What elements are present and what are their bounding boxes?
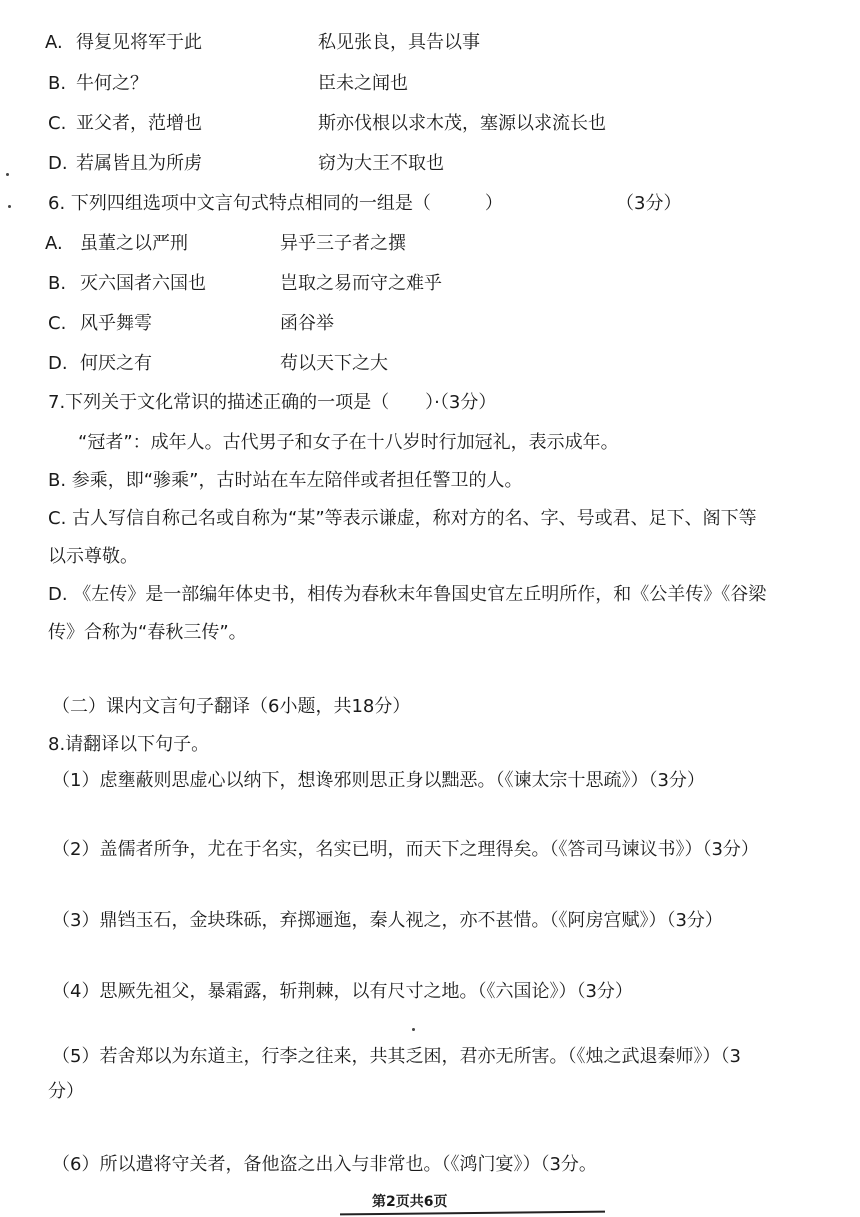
option-left: 灭六国者六国也 <box>80 273 206 294</box>
page-number: 第2页共6页 <box>372 1194 448 1210</box>
option-left: 何厌之有 <box>80 353 152 374</box>
option-label: A. <box>45 233 63 254</box>
option-right: 函谷举 <box>280 313 334 334</box>
q7-option-b: B. 参乘，即“骖乘”，古时站在车左陪伴或者担任警卫的人。 <box>48 470 523 491</box>
option-left: 风乎舞雩 <box>80 313 152 334</box>
option-left: 牛何之？ <box>76 73 148 94</box>
q7-option-c-line1: C. 古人写信自称己名或自称为“某”等表示谦虚，称对方的名、字、号或君、足下、阁下等 <box>48 508 757 529</box>
translation-item-6: （6）所以遣将守关者，备他盗之出入与非常也。（《鸿门宴》）（3分。 <box>52 1154 597 1175</box>
q7-option-c-line2: 以示尊敬。 <box>48 546 138 567</box>
scan-speck <box>412 1028 415 1031</box>
option-right: 岂取之易而守之难乎 <box>280 273 442 294</box>
translation-item-5-line1: （5）若舍郑以为东道主，行李之往来，共其乏困，君亦无所害。（《烛之武退秦师》）（3 <box>52 1046 741 1067</box>
option-right: 臣未之闻也 <box>318 73 408 94</box>
option-label: C. <box>48 313 67 334</box>
q7-option-a: “冠者”：成年人。古代男子和女子在十八岁时行加冠礼，表示成年。 <box>78 432 619 453</box>
translation-item-2: （2）盖儒者所争，尤在于名实，名实已明，而天下之理得矣。（《答司马谏议书》）（3分） <box>52 839 759 860</box>
translation-item-3: （3）鼎铛玉石，金块珠砾，弃掷逦迤，秦人视之，亦不甚惜。（《阿房宫赋》）（3分） <box>52 910 723 931</box>
option-left: 若属皆且为所虏 <box>76 153 202 174</box>
option-label: C. <box>48 113 67 134</box>
option-label: B. <box>48 273 67 294</box>
question-score: （3分） <box>616 193 682 214</box>
option-right: 窃为大王不取也 <box>318 153 444 174</box>
q7-option-d-line2: 传》合称为“春秋三传”。 <box>48 622 247 643</box>
q8-stem: 8.请翻译以下句子。 <box>48 734 210 755</box>
scan-speck <box>8 205 11 208</box>
option-left: 亚父者，范增也 <box>76 113 202 134</box>
translation-item-5-line2: 分） <box>48 1081 84 1102</box>
option-label: A. <box>45 32 63 53</box>
q7-stem: 7.下列关于文化常识的描述正确的一项是（ ）·（3分） <box>48 392 497 413</box>
option-right: 苟以天下之大 <box>280 353 388 374</box>
option-left: 虽董之以严刑 <box>80 233 188 254</box>
option-right: 私见张良，具告以事 <box>318 32 480 53</box>
option-right: 异乎三子者之撰 <box>280 233 406 254</box>
scan-speck <box>6 173 9 176</box>
option-label: D. <box>48 353 68 374</box>
translation-item-4: （4）思厥先祖父，暴霜露，斩荆棘，以有尺寸之地。（《六国论》）（3分） <box>52 981 633 1002</box>
question-stem: 6. 下列四组选项中文言句式特点相同的一组是（ ） <box>48 193 503 214</box>
option-right: 斯亦伐根以求木茂，塞源以求流长也 <box>318 113 606 134</box>
option-left: 得复见将军于此 <box>76 32 202 53</box>
section-title: （二）课内文言句子翻译（6小题，共18分） <box>52 696 411 717</box>
translation-item-1: （1）虑壅蔽则思虚心以纳下，想谗邪则思正身以黜恶。（《谏太宗十思疏》）（3分） <box>52 770 705 791</box>
q7-option-d-line1: D. 《左传》是一部编年体史书，相传为春秋末年鲁国史官左丘明所作，和《公羊传》《谷梁 <box>48 584 767 605</box>
option-label: B. <box>48 73 67 94</box>
option-label: D. <box>48 153 68 174</box>
